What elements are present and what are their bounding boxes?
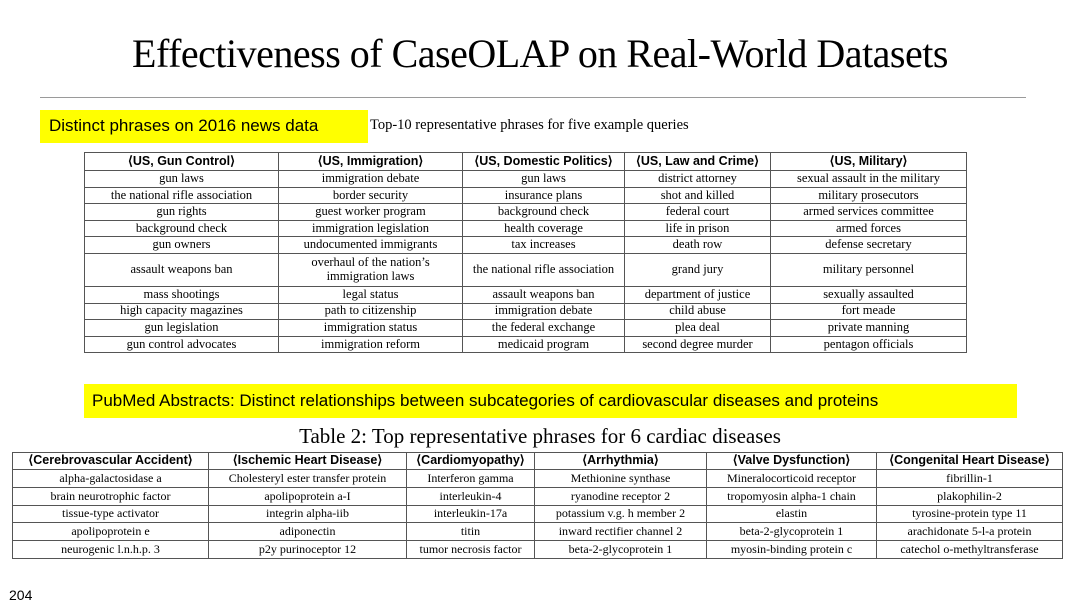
table-cell: tumor necrosis factor — [407, 541, 535, 559]
table-cell: medicaid program — [463, 336, 625, 353]
table-cell: path to citizenship — [279, 303, 463, 320]
table-cell: alpha-galactosidase a — [13, 470, 209, 488]
table-cell: myosin-binding protein c — [707, 541, 877, 559]
table-cell: immigration status — [279, 320, 463, 337]
table-cell: brain neurotrophic factor — [13, 487, 209, 505]
table-cell: high capacity magazines — [85, 303, 279, 320]
table-cell: neurogenic l.n.h.p. 3 — [13, 541, 209, 559]
table-cell: the national rifle association — [463, 253, 625, 286]
table-cell: life in prison — [625, 220, 771, 237]
table-cell: plakophilin-2 — [877, 487, 1063, 505]
news-phrases-table — [84, 152, 967, 353]
table-cell: integrin alpha-iib — [209, 505, 407, 523]
table-cell: military personnel — [771, 253, 967, 286]
table-cell: pentagon officials — [771, 336, 967, 353]
table-cell: district attorney — [625, 171, 771, 188]
table-cell: adiponectin — [209, 523, 407, 541]
table-cell: interleukin-4 — [407, 487, 535, 505]
news-header-military: ⟨US, Military⟩ — [771, 153, 967, 171]
table-cell: federal court — [625, 204, 771, 221]
table-row — [85, 204, 967, 221]
table-cell: interleukin-17a — [407, 505, 535, 523]
news-header-law-and-crime: ⟨US, Law and Crime⟩ — [625, 153, 771, 171]
news-header-immigration: ⟨US, Immigration⟩ — [279, 153, 463, 171]
news-highlight-label: Distinct phrases on 2016 news data — [40, 110, 368, 143]
table-row — [85, 253, 967, 286]
table-cell: armed services committee — [771, 204, 967, 221]
table-cell: potassium v.g. h member 2 — [535, 505, 707, 523]
table-row — [85, 336, 967, 353]
table-cell: child abuse — [625, 303, 771, 320]
table-cell: gun laws — [463, 171, 625, 188]
table-cell: health coverage — [463, 220, 625, 237]
table-cell: assault weapons ban — [463, 286, 625, 303]
table-row — [85, 220, 967, 237]
table-row — [85, 171, 967, 188]
pubmed-header-arrhythmia: ⟨Arrhythmia⟩ — [535, 453, 707, 470]
table-row — [85, 237, 967, 254]
table-cell: the national rifle association — [85, 187, 279, 204]
table-cell: gun legislation — [85, 320, 279, 337]
page-number: 204 — [9, 587, 33, 603]
pubmed-header-valve-dysfunction: ⟨Valve Dysfunction⟩ — [707, 453, 877, 470]
table-cell: legal status — [279, 286, 463, 303]
table-cell: tissue-type activator — [13, 505, 209, 523]
table-cell: death row — [625, 237, 771, 254]
table-cell: assault weapons ban — [85, 253, 279, 286]
table-cell: overhaul of the nation’s immigration laws — [279, 253, 463, 286]
table-cell: the federal exchange — [463, 320, 625, 337]
table-cell: private manning — [771, 320, 967, 337]
table-cell: gun laws — [85, 171, 279, 188]
table-cell: guest worker program — [279, 204, 463, 221]
news-table-caption: Top-10 representative phrases for five example queries — [370, 117, 689, 133]
table-cell: second degree murder — [625, 336, 771, 353]
table-cell: beta-2-glycoprotein 1 — [535, 541, 707, 559]
table-cell: defense secretary — [771, 237, 967, 254]
table-cell: immigration legislation — [279, 220, 463, 237]
table-cell: sexually assaulted — [771, 286, 967, 303]
table-cell: tyrosine-protein type 11 — [877, 505, 1063, 523]
table-cell: beta-2-glycoprotein 1 — [707, 523, 877, 541]
table-cell: department of justice — [625, 286, 771, 303]
table-cell: gun rights — [85, 204, 279, 221]
pubmed-table-caption: Table 2: Top representative phrases for 6 cardiac diseases — [299, 424, 781, 448]
table-row — [85, 286, 967, 303]
pubmed-header-ischemic-heart-disease: ⟨Ischemic Heart Disease⟩ — [209, 453, 407, 470]
table-row — [85, 303, 967, 320]
table-cell: plea deal — [625, 320, 771, 337]
table-cell: tax increases — [463, 237, 625, 254]
table-cell: elastin — [707, 505, 877, 523]
table-row — [85, 320, 967, 337]
table-cell: immigration debate — [279, 171, 463, 188]
table-cell: background check — [463, 204, 625, 221]
table-row — [13, 505, 1063, 523]
table-cell: insurance plans — [463, 187, 625, 204]
table-row — [85, 187, 967, 204]
table-cell: p2y purinoceptor 12 — [209, 541, 407, 559]
pubmed-header-congenital-heart-disease: ⟨Congenital Heart Disease⟩ — [877, 453, 1063, 470]
table-row — [13, 487, 1063, 505]
pubmed-table-header-row — [13, 453, 1063, 470]
slide-title: Effectiveness of CaseOLAP on Real-World Datasets — [132, 31, 948, 76]
table-cell: Methionine synthase — [535, 470, 707, 488]
table-cell: shot and killed — [625, 187, 771, 204]
table-cell: gun owners — [85, 237, 279, 254]
table-cell: border security — [279, 187, 463, 204]
table-cell: tropomyosin alpha-1 chain — [707, 487, 877, 505]
table-cell: gun control advocates — [85, 336, 279, 353]
table-cell: fibrillin-1 — [877, 470, 1063, 488]
news-header-gun-control: ⟨US, Gun Control⟩ — [85, 153, 279, 171]
table-cell: grand jury — [625, 253, 771, 286]
table-cell: Mineralocorticoid receptor — [707, 470, 877, 488]
news-table-header-row — [85, 153, 967, 171]
news-header-domestic-politics: ⟨US, Domestic Politics⟩ — [463, 153, 625, 171]
table-cell: arachidonate 5-l-a protein — [877, 523, 1063, 541]
table-cell: inward rectifier channel 2 — [535, 523, 707, 541]
table-cell: immigration debate — [463, 303, 625, 320]
table-row — [13, 523, 1063, 541]
table-cell: sexual assault in the military — [771, 171, 967, 188]
table-cell: immigration reform — [279, 336, 463, 353]
pubmed-phrases-table — [12, 452, 1063, 559]
title-divider — [40, 97, 1026, 98]
table-cell: apolipoprotein e — [13, 523, 209, 541]
table-cell: Cholesteryl ester transfer protein — [209, 470, 407, 488]
table-cell: military prosecutors — [771, 187, 967, 204]
table-cell: undocumented immigrants — [279, 237, 463, 254]
pubmed-header-cardiomyopathy: ⟨Cardiomyopathy⟩ — [407, 453, 535, 470]
table-cell: mass shootings — [85, 286, 279, 303]
table-row — [13, 470, 1063, 488]
table-cell: catechol o-methyltransferase — [877, 541, 1063, 559]
table-cell: Interferon gamma — [407, 470, 535, 488]
table-cell: ryanodine receptor 2 — [535, 487, 707, 505]
table-cell: fort meade — [771, 303, 967, 320]
pubmed-highlight-label: PubMed Abstracts: Distinct relationships between subcategories of cardiovascular diseases and proteins — [84, 384, 1017, 418]
table-row — [13, 541, 1063, 559]
table-cell: apolipoprotein a-I — [209, 487, 407, 505]
pubmed-header-cerebrovascular-accident: ⟨Cerebrovascular Accident⟩ — [13, 453, 209, 470]
table-cell: titin — [407, 523, 535, 541]
table-cell: background check — [85, 220, 279, 237]
table-cell: armed forces — [771, 220, 967, 237]
